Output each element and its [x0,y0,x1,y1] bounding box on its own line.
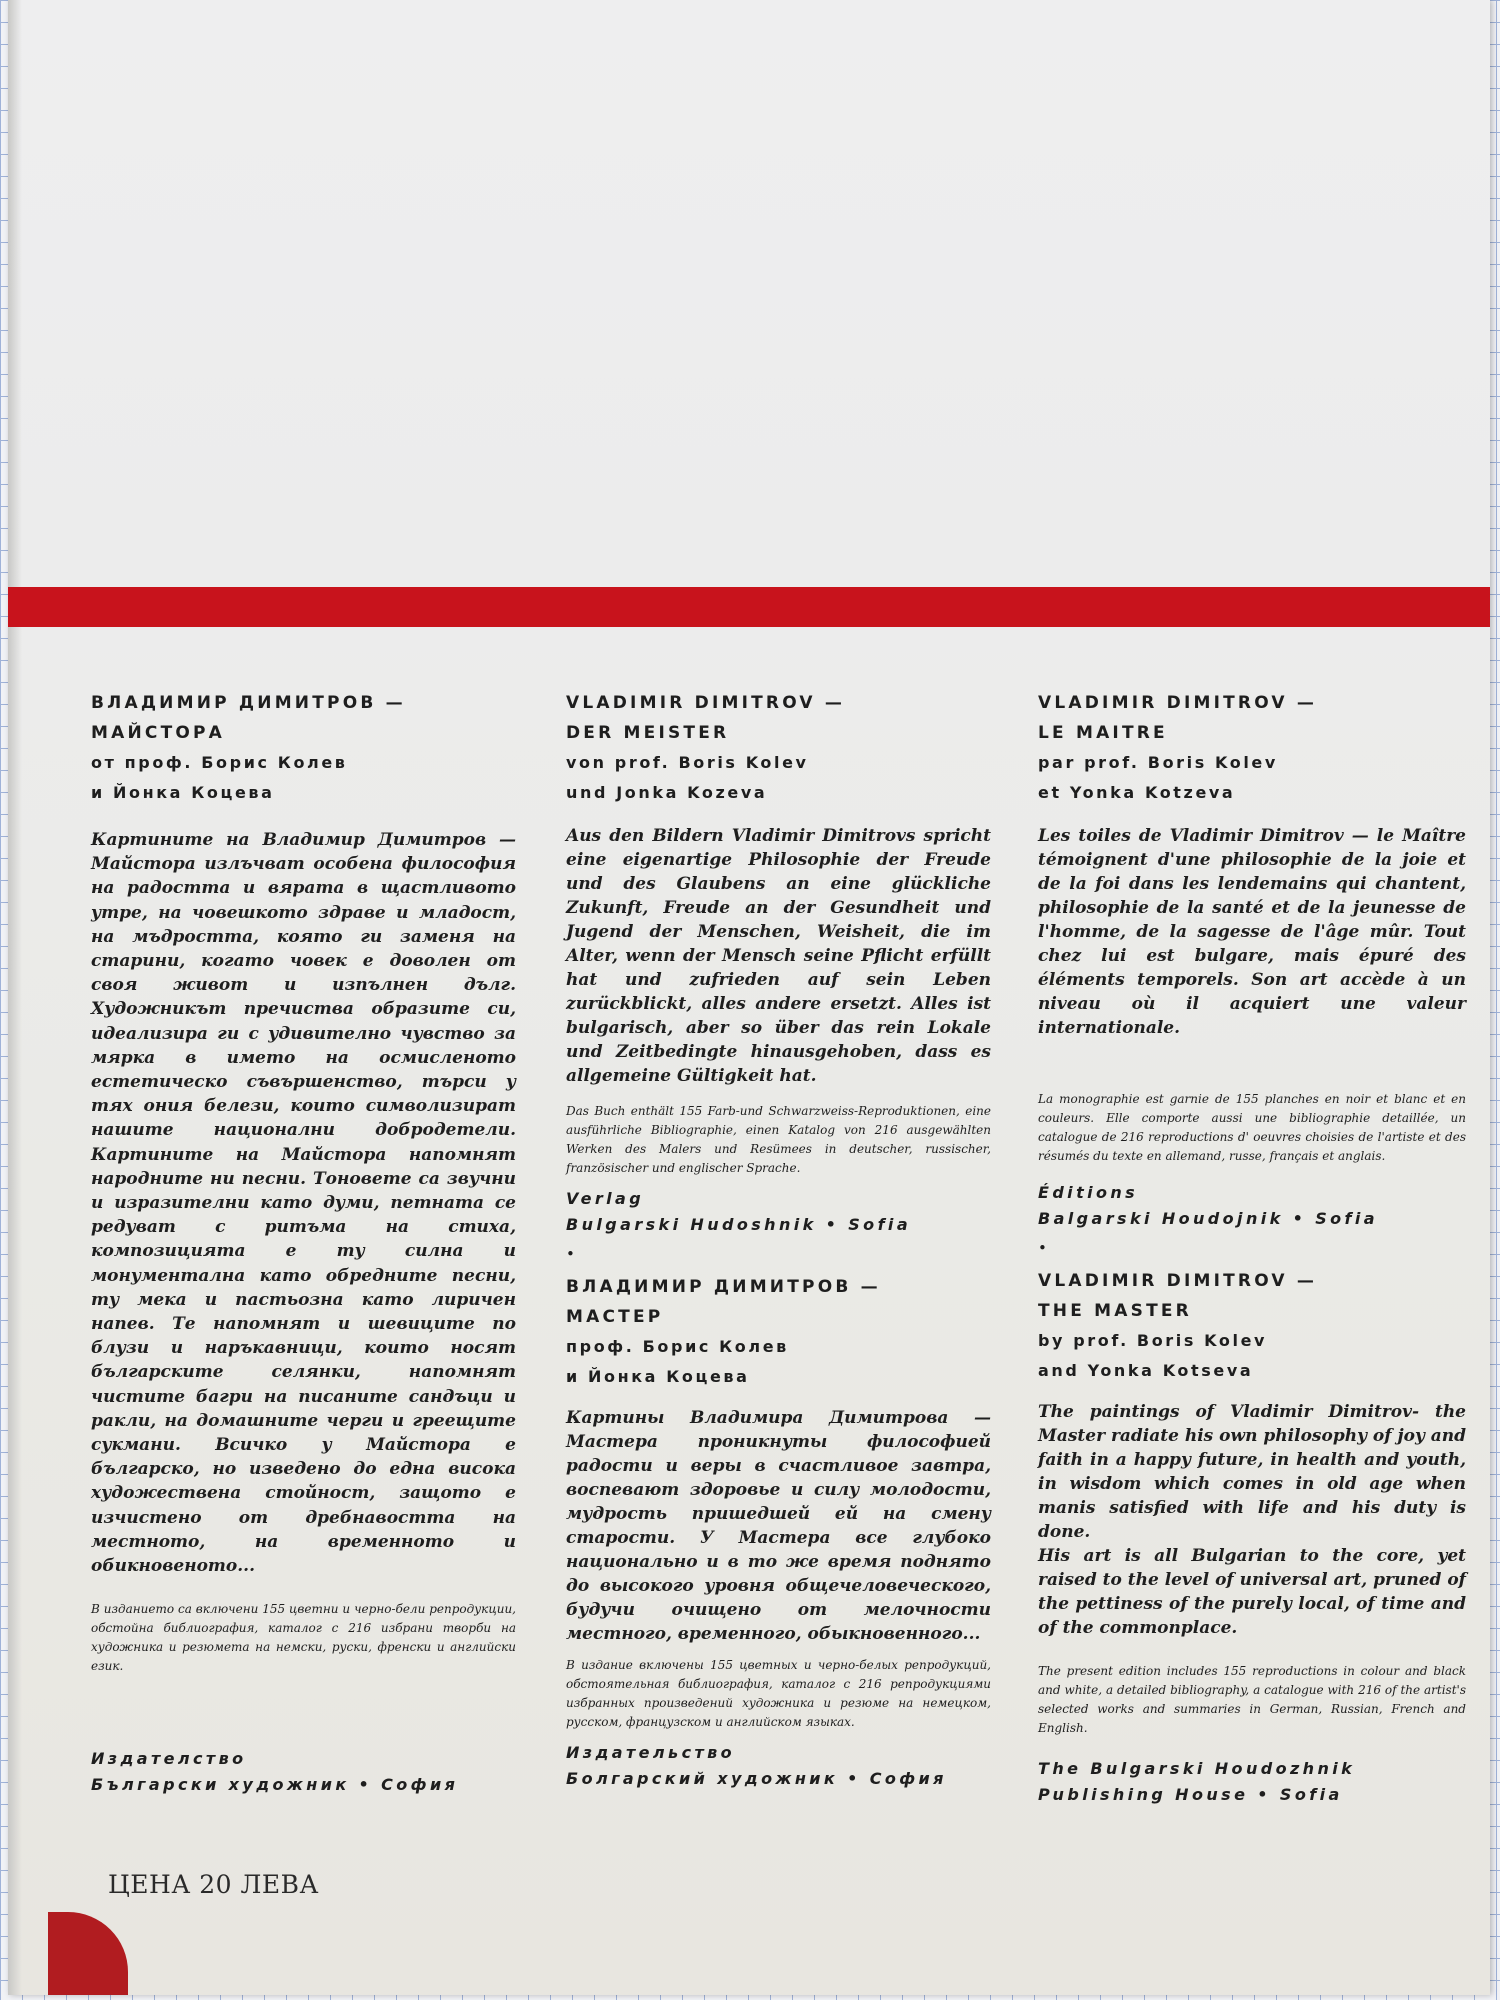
book-back-cover [8,0,1490,1995]
russian-edition-note: В издание включены 155 цветных и черно-белых репродукций, обстоятельная библиография, каталог с 216 репродукциями избранных произведений художника и резюме на немецком, русском, французском и английском языках. [566,1658,991,1729]
french-edition-note: La monographie est garnie de 155 planches en noir et blanc et en couleurs. Elle comporte aussi une bibliographie detaillée, un catalogue de 216 reproductions d' oeuvres choisies de l'artiste et des résumés du texte en allemand, russe, français et anglais. [1038,1092,1466,1163]
bulgarian-column [91,688,516,1798]
french-body: Les toiles de Vladimir Dimitrov — le Maître témoignent d'une philosophie de la joie et de la foi dans les lendemains qui chantent, philosophie de la santé et de la jeunesse de l'homme, de la sagesse de l'âge mûr. Tout chez lui est bulgare, mais épuré des éléments temporels. Son art accède à un niveau où il acquiert une valeur internationale. [1038,826,1466,1038]
french-title: VLADIMIR DIMITROV — LE MAITRE [1038,693,1318,743]
bulgarian-edition-note: В изданието са включени 155 цветни и черно-бели репродукции, обстойна библиография, каталог с 216 избрани творби на художника и резюмета на немски, руски, френски и английски език. [91,1602,516,1674]
bulgarian-title: ВЛАДИМИР ДИМИТРОВ — МАЙСТОРА [91,693,406,743]
russian-body: Картины Владимира Димитрова — Мастера проникнуты философией радости и веры в счастливое завтра, воспевают здоровье и силу молодости, мудрость пришедшей ей на смену старости. У Мастера все глубоко национально и в то же время поднято до высокого уровня общечеловеческого, будучи очищено от мелочности местного, временного, обыкновенного... [566,1408,991,1644]
english-authors: by prof. Boris Kolev and Yonka Kotseva [1038,1331,1268,1380]
german-bullet: • [566,1245,575,1263]
bulgarian-body: Картините на Владимир Димитров — Майстора излъчват особена философия на радостта и вярата в щастливото утре, на човешкото здраве и младост, на мъдростта, която ги заменя на старини, когато човек е доволен от своя живот и изпълнен дълг. Художникът пречиства образите си, идеализира ги с удивително чувство за мярка в името на осмисленото естетическо съвършенство, търси у тях ония белези, които символизират нашите национални добродетели. Картините на Майстора напомнят народните ни песни. Тоновете са звучни и изразителни като думи, петната се редуват с ритъма на стиха, композицията е ту силна и монументална като обредните песни, ту мека и пастьозна като лиричен напев. Те напомнят и шевиците по блузи и наръкавници, които носят българските селянки, напомнят чистите багри на писаните сандъци и ракли, на домашните черги и греещите сукмани. Всичко у Майстора е българско, но изведено до една висока художествена стойност, защото е изчистено от дребнавостта на местното, на временното и обикновеното... [91,830,516,1577]
english-body: The paintings of Vladimir Dimitrov- the Master radiate his own philosophy of joy and faith in a happy future, in health and youth, in wisdom which comes in old age when manis satisfied with life and his duty is done. His art is all Bulgarian to the core, yet raised to the level of universal art, pruned of the pettiness of the purely local, of time and of the commonplace. [1038,1402,1466,1638]
english-edition-note: The present edition includes 155 reproductions in colour and black and white, a detailed bibliography, a catalogue with 216 of the artist's selected works and summaries in German, Russian, French and English. [1038,1664,1466,1735]
german-authors: von prof. Boris Kolev und Jonka Kozeva [566,753,809,802]
english-title: VLADIMIR DIMITROV — THE MASTER [1038,1271,1318,1321]
german-title: VLADIMIR DIMITROV — DER MEISTER [566,693,846,743]
russian-publisher: Издательство Болгарский художник • София [566,1743,947,1788]
russian-title: ВЛАДИМИР ДИМИТРОВ — МАСТЕР [566,1277,881,1327]
cloth-binding-corner [48,1912,128,1995]
bulgarian-authors: от проф. Борис Колев и Йонка Коцева [91,753,348,802]
english-publisher: The Bulgarski Houdozhnik Publishing House • Sofia [1038,1759,1356,1804]
french-authors: par prof. Boris Kolev et Yonka Kotzeva [1038,753,1278,802]
german-edition-note: Das Buch enthält 155 Farb-und Schwarzweiss-Reproduktionen, eine ausführliche Bibliographie, einen Katalog von 216 ausgewählten Werken des Malers und Resümees in deutscher, russischer, französischer und englischer Sprache. [566,1104,991,1175]
french-bullet: • [1038,1239,1047,1257]
russian-authors: проф. Борис Колев и Йонка Коцева [566,1337,789,1386]
bulgarian-publisher: Издателство Български художник • София [91,1749,459,1795]
german-russian-column [566,688,991,1792]
german-publisher: Verlag Bulgarski Hudoshnik • Sofia [566,1189,912,1234]
german-body: Aus den Bildern Vladimir Dimitrovs spricht eine eigenartige Philosophie der Freude und des Glaubens an eine glückliche Zukunft, Freude an der Gesundheit und Jugend der Menschen, Weisheit, die im Alter, wenn der Mensch seine Pflicht erfüllt hat und zufrieden auf sein Leben zurückblickt, alles andere ersetzt. Alles ist bulgarisch, aber so über das rein Lokale und Zeitbedingte hinausgehoben, dass es allgemeine Gültigkeit hat. [566,826,991,1086]
french-english-column [1038,688,1466,1808]
red-stripe [8,587,1490,627]
price-label: ЦЕНА 20 ЛЕВА [108,1870,319,1899]
french-publisher: Éditions Balgarski Houdojnik • Sofia [1038,1183,1378,1228]
